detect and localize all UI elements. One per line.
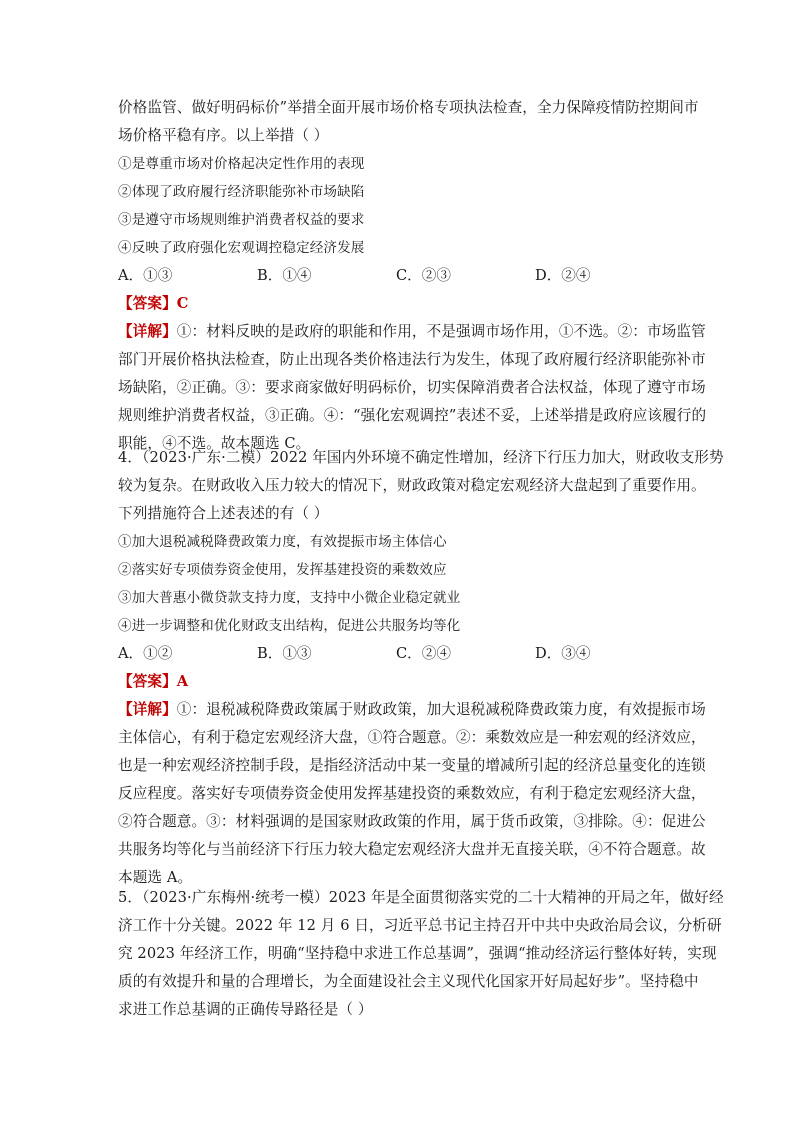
q5-stem-line: 求进工作总基调的正确传导路径是（ ） bbox=[118, 1001, 373, 1018]
q3-answer bbox=[118, 290, 678, 318]
q3-option-b: B．①④ bbox=[257, 267, 312, 284]
q3-explain-line: 部门开展价格执法检查，防止出现各类价格违法行为发生，体现了政府履行经济职能弥补市 bbox=[118, 351, 706, 368]
answer-tag: 【答案】 bbox=[118, 673, 177, 690]
question-4 bbox=[118, 444, 724, 892]
q4-stem-line: 下列措施符合上述表述的有（ ） bbox=[118, 505, 329, 522]
question-5 bbox=[118, 884, 724, 1024]
q3-explain-line: 场缺陷，②正确。③：要求商家做好明码标价，切实保障消费者合法权益，体现了遵守市场 bbox=[118, 379, 706, 396]
q3-option-a: A．①③ bbox=[118, 267, 173, 284]
q4-explain-line: 也是一种宏观经济控制手段，是指经济活动中某一变量的增减所引起的经济总量变化的连锁 bbox=[118, 757, 706, 774]
q4-item: ②落实好专项债券资金使用，发挥基建投资的乘数效应 bbox=[118, 562, 447, 578]
q4-stem-line: 较为复杂。在财政收入压力较大的情况下，财政政策对稳定宏观经济大盘起到了重要作用。 bbox=[118, 477, 706, 494]
q4-explain-line bbox=[118, 696, 706, 724]
q3-explain-text: ①：材料反映的是政府的职能和作用，不是强调市场作用，①不选。②：市场监管 bbox=[176, 323, 706, 340]
q3-explain-line bbox=[118, 318, 706, 346]
q3-item: ③是遵守市场规则维护消费者权益的要求 bbox=[118, 212, 365, 228]
q3-item: ①是尊重市场对价格起决定性作用的表现 bbox=[118, 156, 365, 172]
q3-item: ④反映了政府强化宏观调控稳定经济发展 bbox=[118, 240, 365, 256]
q3-option-c: C．②③ bbox=[396, 267, 451, 284]
q4-option-c: C．②④ bbox=[396, 645, 451, 662]
q4-explain-text: ①：退税减税降费政策属于财政政策，加大退税减税降费政策力度，有效提振市场 bbox=[176, 701, 706, 718]
explain-tag: 【详解】 bbox=[118, 323, 177, 340]
q4-option-d: D．③④ bbox=[535, 645, 591, 662]
q3-stem-line: 场价格平稳有序。以上举措（ ） bbox=[118, 127, 329, 144]
q4-item: ①加大退税减税降费政策力度，有效提振市场主体信心 bbox=[118, 534, 447, 550]
q3-option-d: D．②④ bbox=[535, 267, 591, 284]
q4-stem-line: 4．（2023·广东·二模）2022 年国内外环境不确定性增加，经济下行压力加大，财政收支形势 bbox=[118, 449, 724, 466]
q4-answer bbox=[118, 668, 678, 696]
q3-stem-line: 价格监管、做好明码标价”举措全面开展市场价格专项执法检查，全力保障疫情防控期间市 bbox=[118, 99, 699, 116]
answer-value: C bbox=[176, 295, 189, 312]
q3-options bbox=[118, 262, 678, 290]
q3-explain-line: 规则维护消费者权益，③正确。④：“强化宏观调控”表述不妥，上述举措是政府应该履行的 bbox=[118, 407, 707, 424]
q4-explain-line: ②符合题意。③：材料强调的是国家财政政策的作用，属于货币政策，③排除。④：促进公 bbox=[118, 813, 706, 830]
q4-option-b: B．①③ bbox=[257, 645, 312, 662]
q4-explain-line: 主体信心，有利于稳定宏观经济大盘，①符合题意。②：乘数效应是一种宏观的经济效应， bbox=[118, 729, 706, 746]
q4-options bbox=[118, 640, 678, 668]
answer-value: A bbox=[176, 673, 189, 690]
answer-tag: 【答案】 bbox=[118, 295, 177, 312]
q5-stem-line: 5．（2023·广东梅州·统考一模）2023 年是全面贯彻落实党的二十大精神的开局之年，做好经 bbox=[118, 889, 724, 906]
q5-stem-line: 究 2023 年经济工作，明确“坚持稳中求进工作总基调”，强调“推动经济运行整体好转，实现 bbox=[118, 945, 717, 962]
q4-option-a: A．①② bbox=[118, 645, 173, 662]
explain-tag: 【详解】 bbox=[118, 701, 177, 718]
q3-item: ②体现了政府履行经济职能弥补市场缺陷 bbox=[118, 184, 365, 200]
q4-item: ④进一步调整和优化财政支出结构，促进公共服务均等化 bbox=[118, 618, 461, 634]
q3-explain-line: 职能，④不选。故本题选 C。 bbox=[118, 435, 311, 452]
q4-explain-line: 本题选 A。 bbox=[118, 869, 193, 886]
q4-item: ③加大普惠小微贷款支持力度，支持中小微企业稳定就业 bbox=[118, 590, 461, 606]
q5-stem-line: 质的有效提升和量的合理增长，为全面建设社会主义现代化国家开好局起好步”。坚持稳中 bbox=[118, 973, 699, 990]
q5-stem-line: 济工作十分关键。2022 年 12 月 6 日，习近平总书记主持召开中共中央政治局会议，分析研 bbox=[118, 917, 722, 934]
q4-explain-line: 反应程度。落实好专项债券资金使用发挥基建投资的乘数效应，有利于稳定宏观经济大盘， bbox=[118, 785, 706, 802]
q4-explain-line: 共服务均等化与当前经济下行压力较大稳定宏观经济大盘并无直接关联，④不符合题意。故 bbox=[118, 841, 706, 858]
